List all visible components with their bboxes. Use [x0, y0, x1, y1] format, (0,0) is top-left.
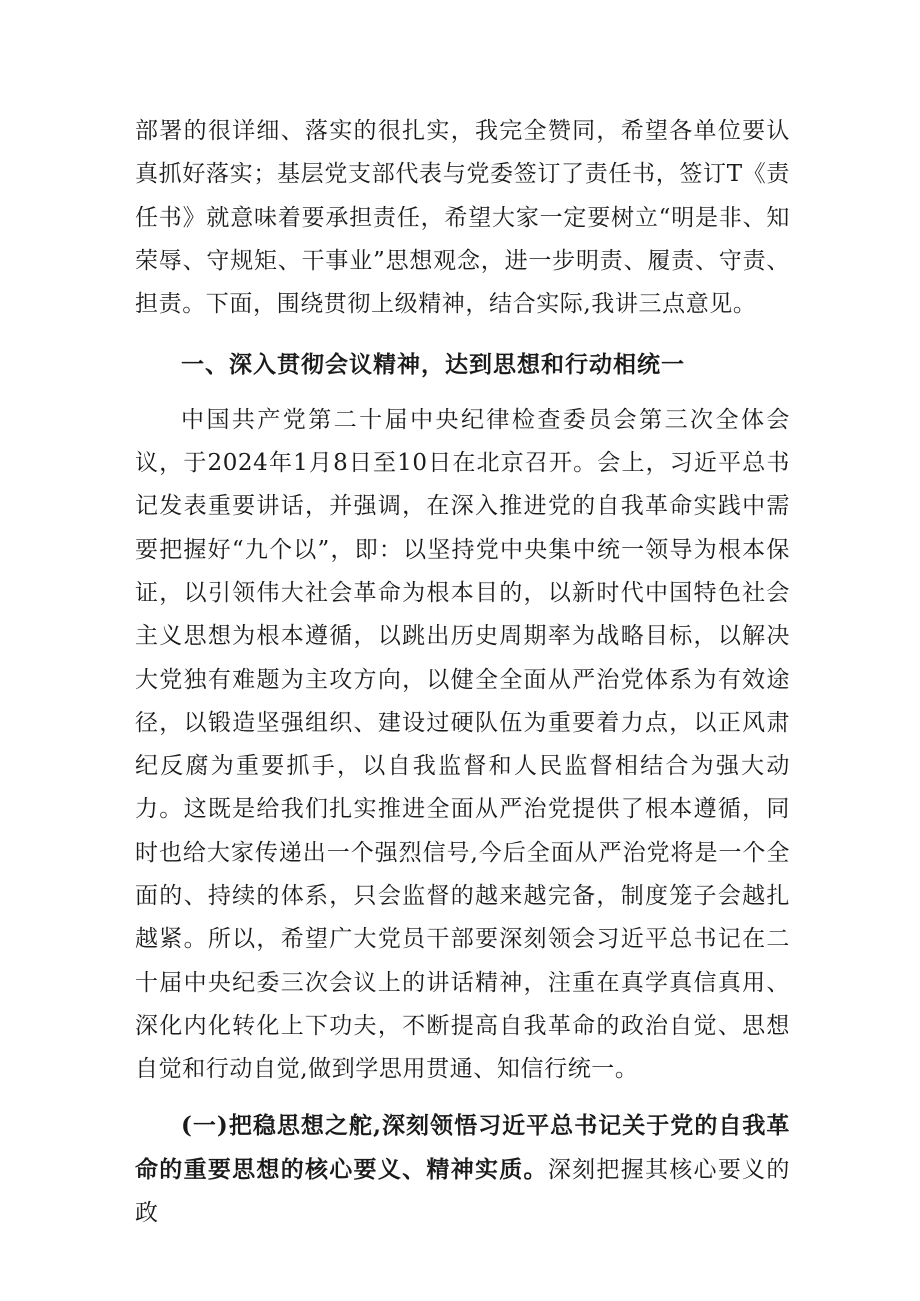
document-page: [135, 110, 790, 1235]
body-paragraph-intro: 部署的很详细、落实的很扎实，我完全赞同，希望各单位要认真抓好落实；基层党支部代表与党委签订了责任书，签订T《责任书》就意味着要承担责任，希望大家一定要树立“明是非、知荣辱、守规矩、干事业”思想观念，进一步明责、履责、守责、担责。下面，围绕贯彻上级精神，结合实际,我讲三点意见。: [135, 118, 790, 318]
subsection-lead-bold: (一)把稳思想之舵,深刻领悟习近平总书记关于党的自我革命的重要思想的核心要义、精神实质。: [135, 1111, 790, 1183]
section-heading-1: 一、深入贯彻会议精神，达到思想和行动相统一: [181, 351, 685, 379]
subsection-continuation: 深刻把握其核心要义的政: [135, 1156, 791, 1227]
body-paragraph-subsection-1: [135, 1104, 790, 1236]
body-paragraph-meeting: 中国共产党第二十届中央纪律检查委员会第三次全体会议，于2024年1月8日至10日在北京召开。会上，习近平总书记发表重要讲话，并强调，在深入推进党的自我革命实践中需要把握好“九个以”，即：以坚持党中央集中统一领导为根本保证，以引领伟大社会革命为根本目的，以新时代中国特色社会主义思想为根本遵循，以跳出历史周期率为战略目标，以解决大党独有难题为主攻方向，以健全全面从严治党体系为有效途径，以锻造坚强组织、建设过硬队伍为重要着力点，以正风肃纪反腐为重要抓手，以自我监督和人民监督相结合为强大动力。这既是给我们扎实推进全面从严治党提供了根本遵循，同时也给大家传递出一个强烈信号,今后全面从严治党将是一个全面的、持续的体系，只会监督的越来越完备，制度笼子会越扎越紧。所以，希望广大党员干部要深刻领会习近平总书记在二十届中央纪委三次会议上的讲话精神，注重在真学真信真用、深化内化转化上下功夫，不断提高自我革命的政治自觉、思想自觉和行动自觉,做到学思用贯通、知信行统一。: [135, 406, 790, 1083]
